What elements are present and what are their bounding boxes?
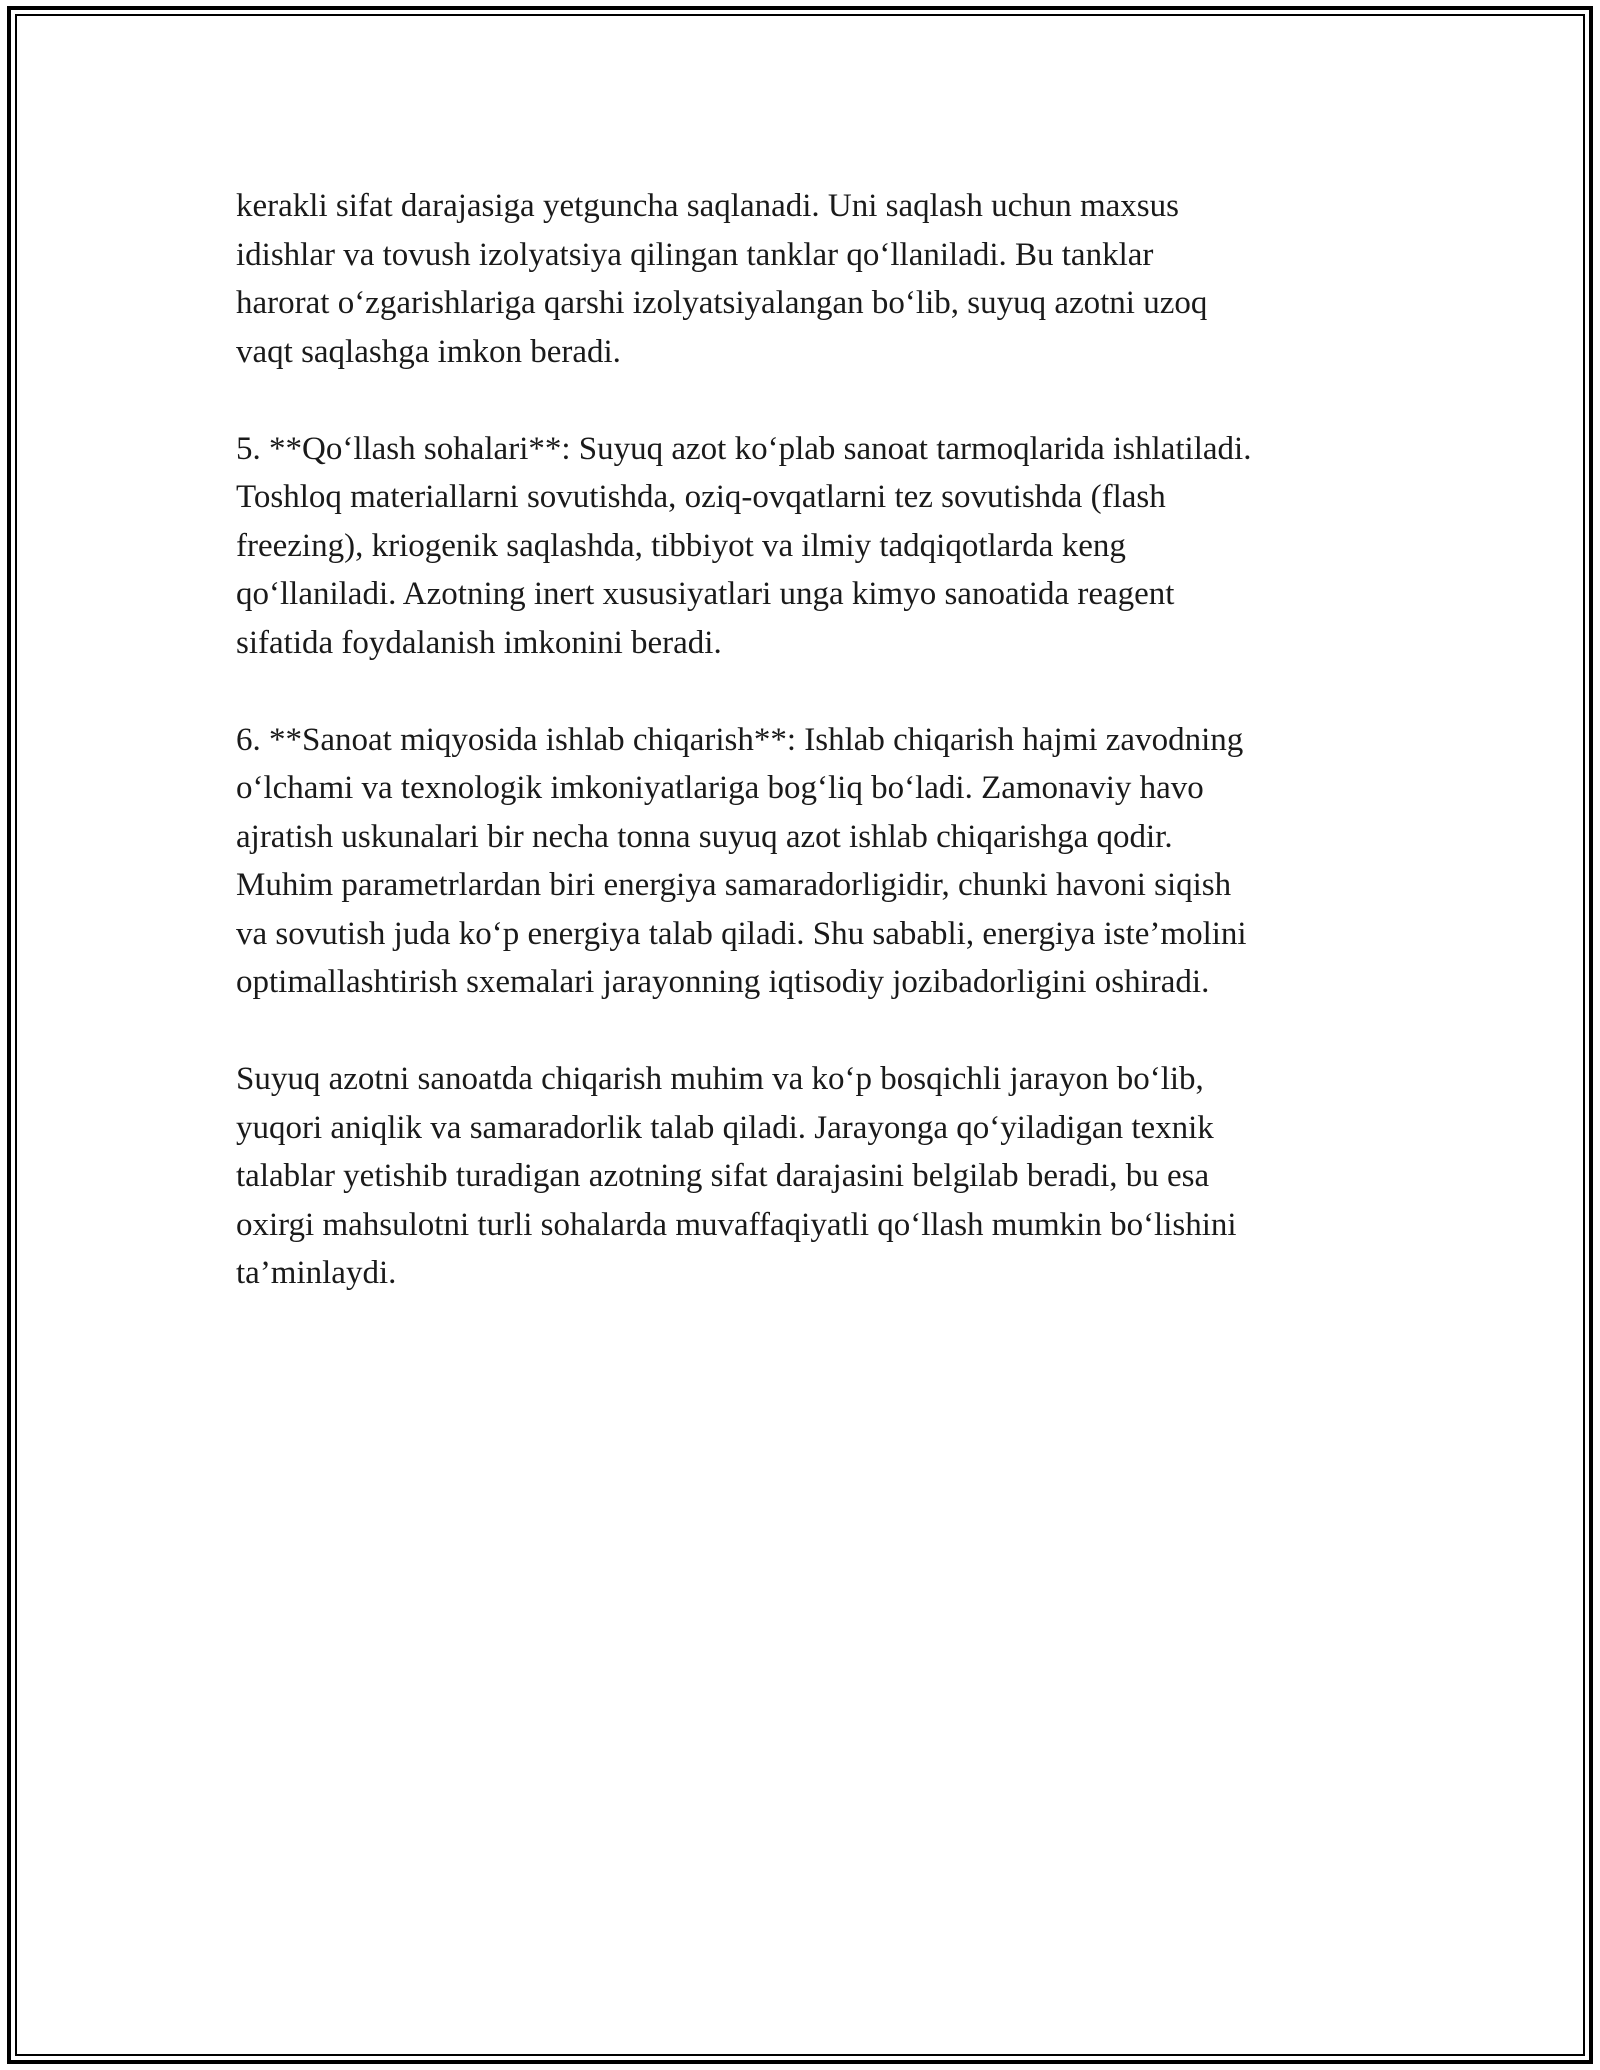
text-line: optimallashtirish sxemalari jarayonning iqtisodiy jozibadorligini oshiradi. bbox=[236, 964, 1210, 1000]
text-line: Suyuq azotni sanoatda chiqarish muhim va ko‘p bosqichli jarayon bo‘lib, bbox=[236, 1061, 1204, 1097]
text-line: ta’minlaydi. bbox=[236, 1255, 397, 1291]
text-line: Toshloq materiallarni sovutishda, oziq-ovqatlarni tez sovutishda (flash bbox=[236, 479, 1166, 515]
text-line: harorat o‘zgarishlariga qarshi izolyatsiyalangan bo‘lib, suyuq azotni uzoq bbox=[236, 285, 1208, 321]
text-line: kerakli sifat darajasiga yetguncha saqlanadi. Uni saqlash uchun maxsus bbox=[236, 188, 1179, 224]
text-line: ajratish uskunalari bir necha tonna suyuq azot ishlab chiqarishga qodir. bbox=[236, 818, 1173, 855]
text-line: vaqt saqlashga imkon beradi. bbox=[236, 333, 621, 370]
text-line: oxirgi mahsulotni turli sohalarda muvaffaqiyatli qo‘llash mumkin bo‘lishini bbox=[236, 1206, 1237, 1243]
text-line: va sovutish juda ko‘p energiya talab qiladi. Shu sababli, energiya iste’molini bbox=[236, 915, 1247, 952]
paragraph-industrial-production bbox=[236, 716, 1376, 1007]
text-line: qo‘llaniladi. Azotning inert xususiyatlari unga kimyo sanoatida reagent bbox=[236, 576, 1175, 612]
text-line: sifatida foydalanish imkonini beradi. bbox=[236, 624, 722, 661]
text-line: idishlar va tovush izolyatsiya qilingan tanklar qo‘llaniladi. Bu tanklar bbox=[236, 236, 1154, 273]
text-line: talablar yetishib turadigan azotning sifat darajasini belgilab beradi, bu esa bbox=[236, 1158, 1210, 1194]
text-line: 5. **Qo‘llash sohalari**: Suyuq azot ko‘plab sanoat tarmoqlarida ishlatiladi. bbox=[236, 430, 1252, 467]
text-line: Muhim parametrlardan biri energiya samaradorligidir, chunki havoni siqish bbox=[236, 867, 1232, 903]
text-line: freezing), kriogenik saqlashda, tibbiyot va ilmiy tadqiqotlarda keng bbox=[236, 527, 1126, 564]
text-line: o‘lchami va texnologik imkoniyatlariga bog‘liq bo‘ladi. Zamonaviy havo bbox=[236, 770, 1204, 806]
paragraph-applications bbox=[236, 425, 1376, 668]
document-body bbox=[236, 182, 1376, 1346]
text-line: 6. **Sanoat miqyosida ishlab chiqarish**: Ishlab chiqarish hajmi zavodning bbox=[236, 721, 1244, 758]
paragraph-conclusion bbox=[236, 1055, 1376, 1298]
text-line: yuqori aniqlik va samaradorlik talab qiladi. Jarayonga qo‘yiladigan texnik bbox=[236, 1109, 1214, 1146]
paragraph-storage bbox=[236, 182, 1376, 376]
